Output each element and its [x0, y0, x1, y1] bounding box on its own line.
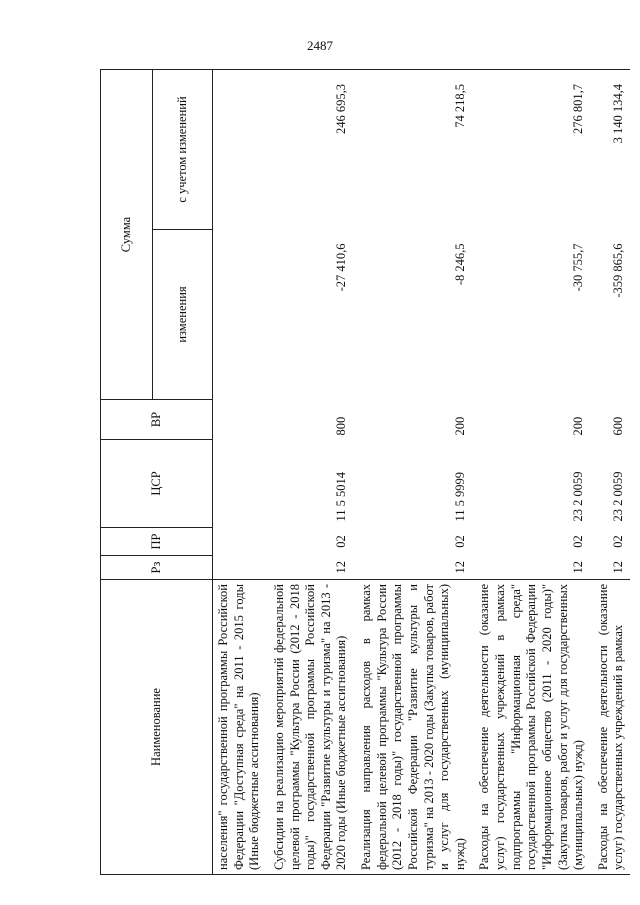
row-total: 3 140 134,4	[590, 70, 630, 230]
header-changes: изменения	[153, 230, 213, 400]
table-row	[471, 70, 589, 875]
row-change: -30 755,7	[571, 243, 586, 292]
row-vr: 200	[571, 416, 586, 436]
header-with-changes: с учетом изменений	[153, 70, 213, 230]
row-total: 246 695,3	[266, 70, 353, 230]
row-csr: 11 5 9999	[452, 471, 467, 522]
row-total	[213, 70, 266, 230]
row-name: Субсидии на реализацию мероприятий федеральной целевой программы "Культура России (2012 - 2018 годы)" государственной программы Российской Федерации "Развитие культуры и туризма" на 2013 - 2020 годы (Иные бюджетные ассигнования)	[266, 580, 353, 875]
row-rz	[213, 556, 266, 580]
row-change: -359 865,6	[611, 243, 626, 298]
table-row	[353, 70, 471, 875]
row-name: Реализация направления расходов в рамках федеральной целевой программы "Культура России (2012 - 2018 годы)" государственной программы Российской Федерации "Развитие культуры и туризма" на 2013 - 2020 годы (Закупка товаров, работ и услуг для государственных (муниципальных) нужд)	[353, 580, 471, 875]
budget-table	[100, 69, 630, 875]
row-vr: 800	[334, 416, 349, 436]
row-csr: 11 5 5014	[334, 471, 349, 522]
row-csr: 23 2 0059	[571, 471, 586, 522]
header-csr: ЦСР	[101, 440, 213, 528]
table-row	[266, 70, 353, 875]
row-csr: 23 2 0059	[611, 471, 626, 522]
row-total: 74 218,5	[353, 70, 471, 230]
row-pr	[213, 528, 266, 556]
row-rz: 12	[334, 561, 349, 574]
row-rz: 12	[452, 561, 467, 574]
header-pr: ПР	[101, 528, 213, 556]
row-rz: 12	[611, 561, 626, 574]
table-row	[213, 70, 266, 875]
row-change	[213, 230, 266, 400]
table-row	[590, 70, 630, 875]
row-name: Расходы на обеспечение деятельности (оказание услуг) государственных учреждений в рамках	[590, 580, 630, 875]
row-vr: 600	[611, 416, 626, 436]
header-vr: ВР	[101, 400, 213, 440]
row-vr	[213, 400, 266, 440]
row-name: населения" государственной программы Российской Федерации "Доступная среда" на 2011 - 2015 годы (Иные бюджетные ассигнования)	[213, 580, 266, 875]
row-pr: 02	[611, 535, 626, 548]
header-name: Наименование	[101, 580, 213, 875]
row-pr: 02	[452, 535, 467, 548]
row-total: 276 801,7	[471, 70, 589, 230]
page-number: 2487	[307, 38, 333, 53]
header-rz: Рз	[101, 556, 213, 580]
rotated-page	[100, 70, 626, 875]
row-pr: 02	[571, 535, 586, 548]
header-sum: Сумма	[101, 70, 153, 400]
row-rz: 12	[571, 561, 586, 574]
row-csr	[213, 440, 266, 528]
row-pr: 02	[334, 535, 349, 548]
row-vr: 200	[452, 416, 467, 436]
row-name: Расходы на обеспечение деятельности (оказание услуг) государственных учреждений в рамках подпрограммы "Информационная среда" государственной программы Российской Федерации "Информационное общество (2011 - 2020 годы)" (Закупка товаров, работ и услуг для государственных (муниципальных) нужд)	[471, 580, 589, 875]
row-change: -27 410,6	[334, 243, 349, 292]
row-change: -8 246,5	[452, 243, 467, 286]
